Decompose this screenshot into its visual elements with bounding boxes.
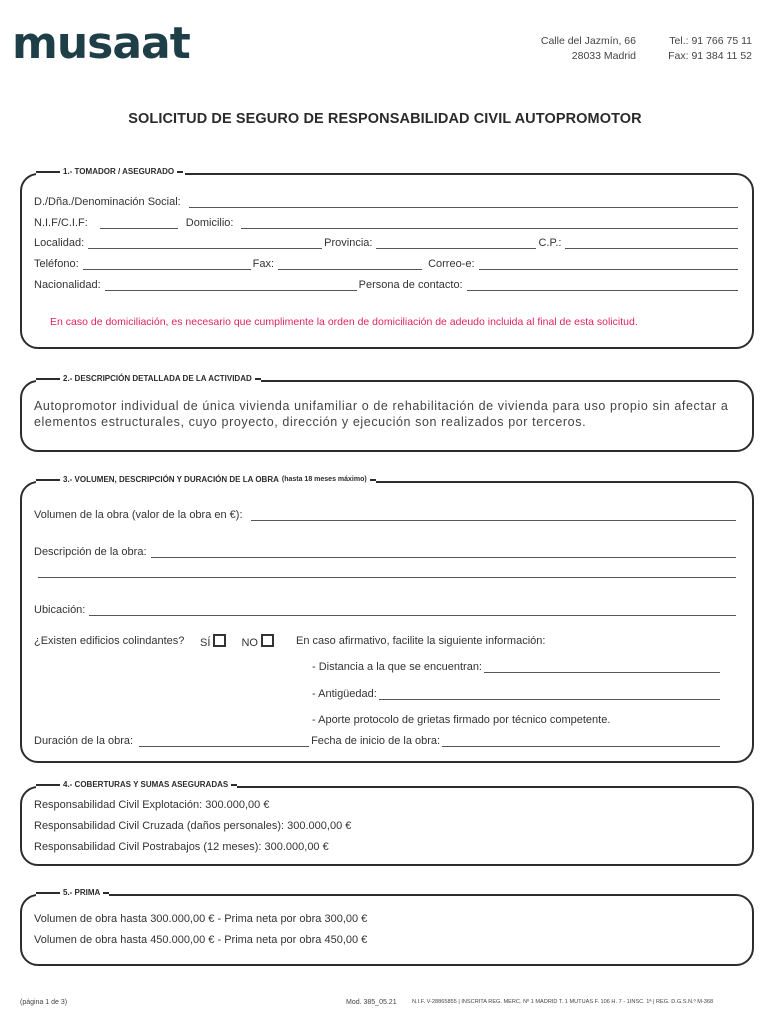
company-address bbox=[480, 34, 636, 64]
telefono-label: Teléfono: bbox=[34, 258, 79, 270]
distancia-label: - Distancia a la que se encuentran: bbox=[312, 661, 482, 673]
section-1-heading bbox=[36, 167, 185, 176]
coverage-line: Responsabilidad Civil Cruzada (daños personales): 300.000,00 € bbox=[34, 820, 352, 832]
descripcion-field-line2[interactable] bbox=[38, 567, 736, 578]
name-field[interactable] bbox=[189, 197, 738, 208]
section-2-heading bbox=[36, 374, 261, 383]
address-line1: Calle del Jazmín, 66 bbox=[540, 35, 636, 47]
section-5-box bbox=[20, 894, 754, 966]
section-4-heading bbox=[36, 780, 237, 789]
contacto-field[interactable] bbox=[467, 280, 738, 291]
antiguedad-label: - Antigüedad: bbox=[312, 688, 377, 700]
nacionalidad-field[interactable] bbox=[105, 280, 357, 291]
distancia-field[interactable] bbox=[484, 662, 720, 673]
row-ubicacion bbox=[34, 604, 738, 616]
si-label: SÍ bbox=[200, 637, 211, 649]
ubicacion-label: Ubicación: bbox=[34, 604, 86, 616]
descripcion-field[interactable] bbox=[151, 547, 736, 558]
section-3-title: 3.- VOLUMEN, DESCRIPCIÓN Y DURACIÓN DE LA OBRA bbox=[63, 475, 279, 484]
contacto-label: Persona de contacto: bbox=[358, 279, 463, 291]
name-label: D./Dña./Denominación Social: bbox=[34, 196, 181, 208]
legal-info: N.I.F. V-28865855 | INSCRITA REG. MERC. Nº 1 MADRID T. 1 MUTUAS F. 106 H. 7 - 1INSC. 1ª | REG. D.G.S.N.º M-368 bbox=[412, 999, 714, 1005]
correo-label: Correo-e: bbox=[428, 258, 475, 270]
domicilio-field[interactable] bbox=[241, 218, 738, 229]
section-5-heading bbox=[36, 888, 109, 897]
domiciliacion-notice: En caso de domiciliación, es necesario que cumplimente la orden de domiciliación de adeudo incluida al final de esta solicitud. bbox=[50, 316, 638, 328]
si-checkbox[interactable] bbox=[213, 634, 226, 647]
localidad-field[interactable] bbox=[88, 238, 322, 249]
volumen-field[interactable] bbox=[251, 510, 736, 521]
row-name bbox=[34, 196, 740, 208]
localidad-label: Localidad: bbox=[34, 237, 85, 249]
cp-field[interactable] bbox=[565, 238, 738, 249]
section-3-heading bbox=[36, 475, 376, 484]
section-5-title: 5.- PRIMA bbox=[63, 888, 101, 897]
coverage-line: Responsabilidad Civil Explotación: 300.000,00 € bbox=[34, 799, 270, 811]
musaat-logo: musaat bbox=[12, 18, 190, 69]
fax-field[interactable] bbox=[278, 259, 422, 270]
fecha-field[interactable] bbox=[442, 736, 720, 747]
row-nif bbox=[34, 217, 740, 229]
nacionalidad-label: Nacionalidad: bbox=[34, 279, 101, 291]
descripcion-label: Descripción de la obra: bbox=[34, 546, 147, 558]
section-2-title: 2.- DESCRIPCIÓN DETALLADA DE LA ACTIVIDAD bbox=[63, 374, 252, 383]
no-checkbox[interactable] bbox=[261, 634, 274, 647]
duracion-label: Duración de la obra: bbox=[34, 735, 134, 747]
form-model: Mod. 385_05.21 bbox=[346, 999, 397, 1006]
colindantes-label: ¿Existen edificios colindantes? bbox=[34, 635, 185, 647]
nif-field[interactable] bbox=[100, 218, 178, 229]
nif-label: N.I.F/C.I.F: bbox=[34, 217, 88, 229]
duracion-field[interactable] bbox=[139, 736, 309, 747]
row-duracion bbox=[34, 735, 722, 747]
coverage-line: Responsabilidad Civil Postrabajos (12 meses): 300.000,00 € bbox=[34, 841, 329, 853]
section-3-note: (hasta 18 meses máximo) bbox=[281, 476, 367, 483]
row-localidad bbox=[34, 237, 740, 249]
fax-number: Fax: 91 384 11 52 bbox=[668, 50, 752, 62]
provincia-field[interactable] bbox=[376, 238, 536, 249]
row-telefono bbox=[34, 258, 740, 270]
cp-label: C.P.: bbox=[538, 237, 562, 249]
address-line2: 28033 Madrid bbox=[571, 50, 636, 62]
phone-number: Tel.: 91 766 75 11 bbox=[669, 35, 752, 47]
row-descripcion-2 bbox=[36, 567, 738, 578]
section-4-title: 4.- COBERTURAS Y SUMAS ASEGURADAS bbox=[63, 780, 229, 789]
aporte-label: - Aporte protocolo de grietas firmado por técnico competente. bbox=[312, 714, 611, 726]
colindantes-options bbox=[200, 634, 280, 649]
fax-label: Fax: bbox=[252, 258, 275, 270]
page-number: (página 1 de 3) bbox=[20, 999, 68, 1006]
no-label: NO bbox=[241, 637, 258, 649]
row-volumen bbox=[34, 509, 738, 521]
ubicacion-field[interactable] bbox=[89, 605, 736, 616]
row-distancia bbox=[312, 661, 722, 673]
fecha-label: Fecha de inicio de la obra: bbox=[311, 735, 441, 747]
domicilio-label: Domicilio: bbox=[185, 217, 234, 229]
row-descripcion bbox=[34, 546, 738, 558]
premium-line: Volumen de obra hasta 450.000,00 € - Prima neta por obra 450,00 € bbox=[34, 934, 368, 946]
antiguedad-field[interactable] bbox=[379, 689, 720, 700]
telefono-field[interactable] bbox=[83, 259, 251, 270]
row-antiguedad bbox=[312, 688, 722, 700]
form-title: SOLICITUD DE SEGURO DE RESPONSABILIDAD CIVIL AUTOPROMOTOR bbox=[128, 111, 642, 127]
afirmativo-label: En caso afirmativo, facilite la siguiente información: bbox=[296, 635, 546, 647]
provincia-label: Provincia: bbox=[324, 237, 373, 249]
activity-description: Autopromotor individual de única vivienda unifamiliar o de rehabilitación de vivienda para uso propio sin afectar a elementos estructurales, cuyo proyecto, dirección y ejecución son realizados por terceros. bbox=[34, 399, 729, 429]
section-1-title: 1.- TOMADOR / ASEGURADO bbox=[63, 167, 175, 176]
row-nacionalidad bbox=[34, 279, 740, 291]
correo-field[interactable] bbox=[479, 259, 738, 270]
premium-line: Volumen de obra hasta 300.000,00 € - Prima neta por obra 300,00 € bbox=[34, 913, 368, 925]
company-contact bbox=[640, 34, 752, 64]
volumen-label: Volumen de la obra (valor de la obra en €): bbox=[34, 509, 243, 521]
